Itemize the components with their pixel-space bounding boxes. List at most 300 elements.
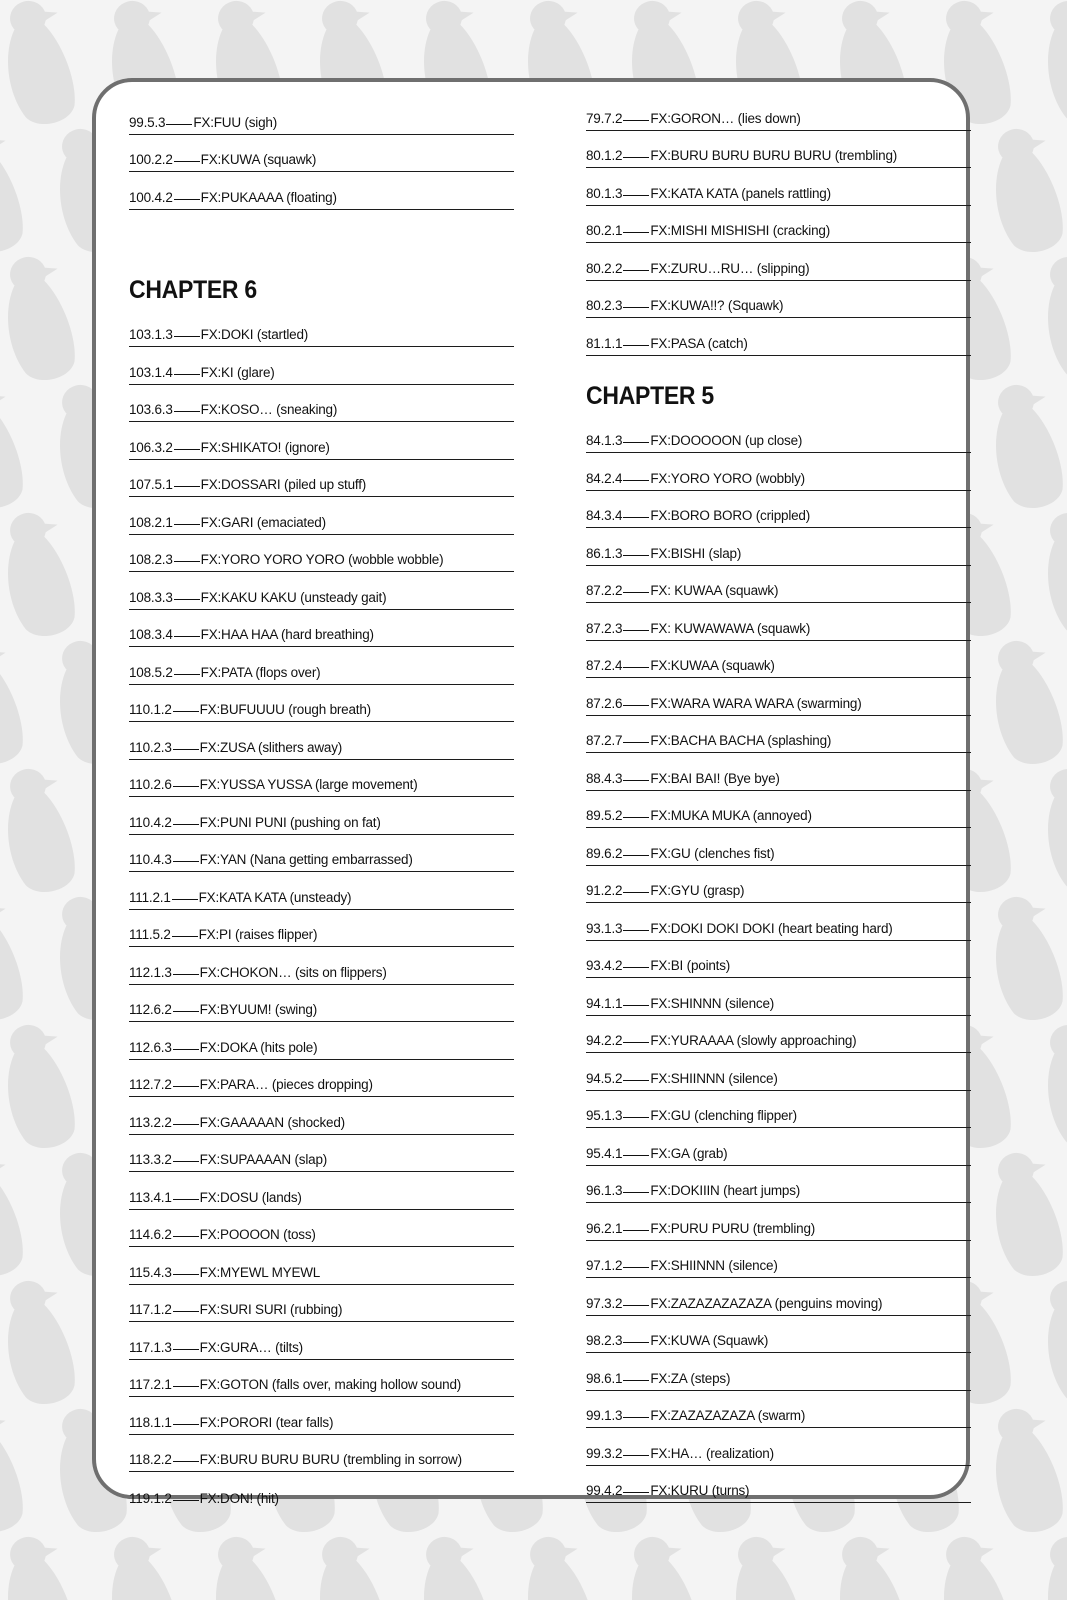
page-ref: 87.2.2 xyxy=(586,583,623,598)
em-dash xyxy=(173,824,199,825)
penguin-silhouette-icon xyxy=(980,378,1067,514)
penguin-silhouette-icon xyxy=(772,0,863,3)
page-ref: 117.1.3 xyxy=(129,1339,172,1355)
fx-text: FX:PASA (catch) xyxy=(650,335,748,351)
em-dash xyxy=(173,861,199,862)
penguin-silhouette-icon xyxy=(1032,762,1067,898)
page-ref: 79.7.2 xyxy=(586,110,623,126)
page-ref: 110.4.3 xyxy=(129,852,172,867)
em-dash xyxy=(174,449,200,450)
fx-entry xyxy=(129,985,514,1023)
fx-entry xyxy=(586,1353,971,1391)
fx-entry xyxy=(586,903,971,941)
fx-text: FX:GYU (grasp) xyxy=(650,883,745,898)
page-ref: 108.2.3 xyxy=(129,552,173,567)
em-dash xyxy=(623,630,649,631)
penguin-silhouette-icon xyxy=(0,378,31,514)
page-ref: 93.4.2 xyxy=(586,958,623,973)
page-ref: 111.5.2 xyxy=(129,927,171,942)
fx-text: FX:DOKI (startled) xyxy=(200,327,309,342)
penguin-silhouette-icon xyxy=(616,1530,707,1600)
page-ref: 112.7.2 xyxy=(129,1077,172,1092)
fx-entry xyxy=(586,678,971,716)
penguin-silhouette-icon xyxy=(408,1530,499,1600)
fx-entry xyxy=(129,1360,514,1398)
page-ref: 94.1.1 xyxy=(586,995,623,1011)
page-ref: 80.2.2 xyxy=(586,260,623,276)
fx-entry xyxy=(586,206,971,244)
fx-entry xyxy=(129,422,514,460)
fx-entry xyxy=(586,1466,971,1504)
em-dash xyxy=(623,1380,649,1381)
fx-entry xyxy=(586,791,971,829)
fx-text: FX:SHIINNN (silence) xyxy=(650,1070,778,1086)
em-dash xyxy=(623,345,649,346)
fx-text: FX:MUKA MUKA (annoyed) xyxy=(650,808,812,823)
penguin-silhouette-icon xyxy=(980,1402,1067,1538)
fx-text: FX:DOKIIIN (heart jumps) xyxy=(650,1183,801,1198)
page-ref: 87.2.7 xyxy=(586,733,623,748)
penguin-silhouette-icon xyxy=(1032,250,1067,386)
penguin-silhouette-icon xyxy=(876,0,967,3)
fx-text: FX:YAN (Nana getting embarrassed) xyxy=(199,852,413,867)
em-dash xyxy=(623,120,649,121)
penguin-silhouette-icon xyxy=(1032,1530,1067,1600)
em-dash xyxy=(623,780,649,781)
page-ref: 94.5.2 xyxy=(586,1070,623,1086)
page-ref: 89.6.2 xyxy=(586,845,623,861)
fx-text: FX:DOSU (lands) xyxy=(199,1189,302,1205)
em-dash xyxy=(623,1005,649,1006)
page-ref: 87.2.6 xyxy=(586,695,623,711)
page-ref: 87.2.3 xyxy=(586,620,623,636)
penguin-silhouette-icon xyxy=(356,0,447,3)
penguin-silhouette-icon xyxy=(0,890,31,1026)
fx-text: FX:BUFUUUU (rough breath) xyxy=(199,702,371,717)
fx-text: FX:PARA… (pieces dropping) xyxy=(199,1077,373,1092)
fx-text: FX:BYUUM! (swing) xyxy=(199,1002,318,1017)
fx-text: FX:PUNI PUNI (pushing on fat) xyxy=(199,814,381,830)
fx-entry xyxy=(586,866,971,904)
penguin-silhouette-icon xyxy=(0,0,83,131)
fx-entry xyxy=(129,1247,514,1285)
em-dash xyxy=(174,636,200,637)
fx-entry xyxy=(586,1203,971,1241)
page-ref: 111.2.1 xyxy=(129,889,171,905)
fx-entry xyxy=(129,1472,514,1510)
fx-entry xyxy=(129,1322,514,1360)
fx-text: FX:GAAAAAN (shocked) xyxy=(199,1114,345,1130)
fx-text: FX:GA (grab) xyxy=(650,1145,728,1161)
em-dash xyxy=(623,930,649,931)
page-ref: 110.4.2 xyxy=(129,814,172,830)
fx-entry xyxy=(129,1172,514,1210)
fx-text: FX:KATA KATA (unsteady) xyxy=(198,889,352,905)
chapter-heading: CHAPTER 5 xyxy=(586,381,714,410)
fx-entry xyxy=(129,1285,514,1323)
fx-entry xyxy=(129,1097,514,1135)
penguin-silhouette-icon xyxy=(0,1146,31,1282)
penguin-silhouette-icon xyxy=(980,0,1067,3)
fx-text: FX:DON! (hit) xyxy=(199,1490,279,1506)
page-ref: 118.1.1 xyxy=(129,1414,172,1430)
fx-entry xyxy=(586,978,971,1016)
page-ref: 103.6.3 xyxy=(129,402,173,417)
fx-entry xyxy=(586,416,971,454)
page-ref: 80.2.1 xyxy=(586,223,623,238)
fx-entry xyxy=(129,685,514,723)
fx-text: FX:BURU BURU BURU (trembling in sorrow) xyxy=(199,1452,462,1467)
fx-text: FX:GARI (emaciated) xyxy=(200,514,326,530)
em-dash xyxy=(166,124,192,125)
fx-entry xyxy=(586,491,971,529)
fx-text: FX:SHIINNN (silence) xyxy=(650,1258,778,1273)
fx-entry xyxy=(586,528,971,566)
penguin-silhouette-icon xyxy=(200,1530,291,1600)
fx-text: FX:PURU PURU (trembling) xyxy=(650,1220,816,1236)
em-dash xyxy=(623,1305,649,1306)
fx-entry xyxy=(129,1060,514,1098)
fx-entry xyxy=(129,97,514,135)
fx-text: FX:GOTON (falls over, making hollow sound) xyxy=(199,1377,462,1392)
penguin-silhouette-icon xyxy=(928,1530,1019,1600)
fx-entry xyxy=(129,722,514,760)
page-ref: 107.5.1 xyxy=(129,477,173,492)
page-ref: 84.2.4 xyxy=(586,470,623,486)
fx-entry xyxy=(129,610,514,648)
fx-entry xyxy=(129,135,514,173)
fx-entry xyxy=(586,1278,971,1316)
fx-entry xyxy=(129,1435,514,1473)
fx-entry xyxy=(586,716,971,754)
fx-entry xyxy=(586,318,971,356)
penguin-silhouette-icon xyxy=(252,0,343,3)
page-ref: 80.1.3 xyxy=(586,185,623,201)
em-dash xyxy=(173,1349,199,1350)
penguin-silhouette-icon xyxy=(668,0,759,3)
fx-text: FX:HAA HAA (hard breathing) xyxy=(200,627,374,642)
em-dash xyxy=(623,817,649,818)
fx-entry xyxy=(586,1316,971,1354)
page-ref: 97.3.2 xyxy=(586,1295,623,1311)
fx-text: FX:BISHI (slap) xyxy=(650,545,742,561)
fx-text: FX:ZAZAZAZAZA (swarm) xyxy=(650,1408,806,1423)
fx-text: FX:BI (points) xyxy=(650,958,731,973)
em-dash xyxy=(173,1049,199,1050)
penguin-silhouette-icon xyxy=(980,122,1067,258)
em-dash xyxy=(623,1117,649,1118)
em-dash xyxy=(174,411,200,412)
page-ref: 96.1.3 xyxy=(586,1183,623,1198)
page-ref: 108.2.1 xyxy=(129,514,173,530)
page-ref: 108.5.2 xyxy=(129,664,173,680)
fx-text: FX:KUWA!!? (Squawk) xyxy=(650,298,784,313)
penguin-silhouette-icon xyxy=(0,1018,83,1154)
em-dash xyxy=(623,667,649,668)
em-dash xyxy=(174,161,200,162)
fx-entry xyxy=(129,1397,514,1435)
page-ref: 96.2.1 xyxy=(586,1220,623,1236)
fx-entry xyxy=(129,310,514,348)
penguin-silhouette-icon xyxy=(0,1530,83,1600)
fx-text: FX:BACHA BACHA (splashing) xyxy=(650,733,832,748)
page-ref: 87.2.4 xyxy=(586,658,623,673)
em-dash xyxy=(174,524,200,525)
page-ref: 103.1.3 xyxy=(129,327,173,342)
fx-text: FX:DOOOOON (up close) xyxy=(650,433,803,448)
fx-text: FX:BURU BURU BURU BURU (trembling) xyxy=(650,148,898,163)
page-ref: 97.1.2 xyxy=(586,1258,623,1273)
fx-text: FX:GU (clenching flipper) xyxy=(650,1108,797,1123)
fx-entry xyxy=(586,1391,971,1429)
page-ref: 117.2.1 xyxy=(129,1377,172,1392)
em-dash xyxy=(623,442,649,443)
penguin-silhouette-icon xyxy=(564,0,655,3)
page-ref: 84.1.3 xyxy=(586,433,623,448)
penguin-silhouette-icon xyxy=(980,890,1067,1026)
em-dash xyxy=(623,1417,649,1418)
fx-text: FX: KUWAA (squawk) xyxy=(650,583,779,598)
fx-text: FX:KI (glare) xyxy=(200,364,275,380)
fx-entry xyxy=(129,797,514,835)
fx-text: FX:KUWAA (squawk) xyxy=(650,658,775,673)
em-dash xyxy=(623,1492,649,1493)
em-dash xyxy=(623,705,649,706)
em-dash xyxy=(174,599,200,600)
penguin-silhouette-icon xyxy=(96,1530,187,1600)
em-dash xyxy=(623,270,649,271)
right-chapter-list xyxy=(586,416,971,1504)
fx-text: FX:ZAZAZAZAZAZA (penguins moving) xyxy=(650,1295,883,1311)
fx-entry xyxy=(586,243,971,281)
penguin-silhouette-icon xyxy=(980,1146,1067,1282)
fx-text: FX:DOKI DOKI DOKI (heart beating hard) xyxy=(650,920,893,936)
em-dash xyxy=(623,1192,649,1193)
fx-text: FX:PUKAAAA (floating) xyxy=(200,189,337,205)
fx-entry xyxy=(129,460,514,498)
page-ref: 108.3.4 xyxy=(129,627,173,642)
page-ref: 95.4.1 xyxy=(586,1145,623,1161)
penguin-silhouette-icon xyxy=(0,634,31,770)
fx-text: FX:KUWA (squawk) xyxy=(200,152,317,167)
fx-text: FX:DOKA (hits pole) xyxy=(199,1039,318,1055)
page-ref: 86.1.3 xyxy=(586,545,623,561)
em-dash xyxy=(623,480,649,481)
left-top-list xyxy=(129,97,514,210)
em-dash xyxy=(173,1274,199,1275)
page-ref: 99.1.3 xyxy=(586,1408,623,1423)
page-ref: 112.6.2 xyxy=(129,1002,172,1017)
page-ref: 100.4.2 xyxy=(129,189,173,205)
penguin-silhouette-icon xyxy=(148,0,239,3)
left-chapter-list xyxy=(129,310,514,1510)
page-ref: 91.2.2 xyxy=(586,883,623,898)
fx-entry xyxy=(129,172,514,210)
fx-text: FX:PATA (flops over) xyxy=(200,664,321,680)
fx-text: FX:BAI BAI! (Bye bye) xyxy=(650,770,780,786)
em-dash xyxy=(173,1461,199,1462)
page-ref: 112.1.3 xyxy=(129,964,172,980)
penguin-silhouette-icon xyxy=(0,1274,83,1410)
em-dash xyxy=(174,199,200,200)
page-ref: 112.6.3 xyxy=(129,1039,172,1055)
fx-entry xyxy=(586,1053,971,1091)
em-dash xyxy=(623,892,649,893)
section-gap xyxy=(129,210,514,252)
fx-text: FX:GU (clenches fist) xyxy=(650,845,775,861)
penguin-silhouette-icon xyxy=(824,1530,915,1600)
em-dash xyxy=(623,1155,649,1156)
fx-entry xyxy=(586,641,971,679)
fx-text: FX:YORO YORO (wobbly) xyxy=(650,470,805,486)
fx-entry xyxy=(129,1210,514,1248)
em-dash xyxy=(623,555,649,556)
chapter-heading: CHAPTER 6 xyxy=(129,275,257,304)
em-dash xyxy=(623,1267,649,1268)
right-column xyxy=(586,93,971,1503)
fx-entry xyxy=(586,1128,971,1166)
em-dash xyxy=(173,1161,199,1162)
fx-text: FX:ZA (steps) xyxy=(650,1370,731,1386)
fx-entry xyxy=(129,572,514,610)
page-ref: 117.1.2 xyxy=(129,1302,172,1317)
em-dash xyxy=(623,307,649,308)
page-ref: 99.4.2 xyxy=(586,1483,623,1498)
page-ref: 110.2.3 xyxy=(129,739,172,755)
fx-text: FX:DOSSARI (piled up stuff) xyxy=(200,477,367,492)
fx-text: FX:YURAAAA (slowly approaching) xyxy=(650,1033,857,1048)
page-ref: 110.2.6 xyxy=(129,777,172,792)
fx-text: FX:KAKU KAKU (unsteady gait) xyxy=(200,589,387,605)
fx-entry xyxy=(586,1166,971,1204)
penguin-silhouette-icon xyxy=(0,506,83,642)
fx-text: FX:SHINNN (silence) xyxy=(650,995,775,1011)
fx-entry xyxy=(586,941,971,979)
page-ref: 93.1.3 xyxy=(586,920,623,936)
fx-entry xyxy=(586,753,971,791)
page-ref: 108.3.3 xyxy=(129,589,173,605)
penguin-silhouette-icon xyxy=(720,1530,811,1600)
fx-entry xyxy=(586,281,971,319)
fx-text: FX:YORO YORO YORO (wobble wobble) xyxy=(200,552,444,567)
fx-text: FX:MYEWL MYEWL xyxy=(199,1264,321,1280)
em-dash xyxy=(623,855,649,856)
page-ref: 98.2.3 xyxy=(586,1333,623,1348)
em-dash xyxy=(623,1080,649,1081)
em-dash xyxy=(173,1199,199,1200)
page-ref: 119.1.2 xyxy=(129,1490,172,1506)
fx-text: FX:MISHI MISHISHI (cracking) xyxy=(650,223,831,238)
em-dash xyxy=(173,1124,199,1125)
fx-text: FX:PI (raises flipper) xyxy=(198,927,318,942)
fx-text: FX:KOSO… (sneaking) xyxy=(200,402,338,417)
em-dash xyxy=(623,1042,649,1043)
em-dash xyxy=(173,1500,199,1501)
fx-entry xyxy=(129,1022,514,1060)
page-ref: 94.2.2 xyxy=(586,1033,623,1048)
fx-text: FX:SUPAAAAN (slap) xyxy=(199,1152,328,1167)
em-dash xyxy=(623,1455,649,1456)
fx-text: FX:ZURU…RU… (slipping) xyxy=(650,260,810,276)
em-dash xyxy=(173,974,199,975)
fx-entry xyxy=(586,93,971,131)
page-ref: 106.3.2 xyxy=(129,439,173,455)
page-ref: 118.2.2 xyxy=(129,1452,172,1467)
page-ref: 113.3.2 xyxy=(129,1152,172,1167)
page-ref: 99.5.3 xyxy=(129,114,166,130)
fx-entry xyxy=(129,947,514,985)
em-dash xyxy=(173,1386,199,1387)
fx-entry xyxy=(129,535,514,573)
fx-text: FX:KATA KATA (panels rattling) xyxy=(650,185,831,201)
fx-text: FX:PORORI (tear falls) xyxy=(199,1414,334,1430)
fx-text: FX:ZUSA (slithers away) xyxy=(199,739,343,755)
fx-entry xyxy=(586,1016,971,1054)
left-column xyxy=(129,97,514,1510)
fx-entry xyxy=(586,828,971,866)
penguin-silhouette-icon xyxy=(1032,1018,1067,1154)
fx-entry xyxy=(586,566,971,604)
fx-text: FX:SURI SURI (rubbing) xyxy=(199,1302,343,1317)
fx-entry xyxy=(586,603,971,641)
em-dash xyxy=(173,786,199,787)
penguin-silhouette-icon xyxy=(980,634,1067,770)
right-top-list xyxy=(586,93,971,356)
penguin-silhouette-icon xyxy=(0,122,31,258)
penguin-silhouette-icon xyxy=(512,1530,603,1600)
penguin-silhouette-icon xyxy=(460,0,551,3)
page-ref: 110.1.2 xyxy=(129,702,172,717)
em-dash xyxy=(173,749,199,750)
fx-text: FX:HA… (realization) xyxy=(650,1445,774,1461)
em-dash xyxy=(173,1236,199,1237)
penguin-silhouette-icon xyxy=(0,250,83,386)
em-dash xyxy=(623,195,649,196)
fx-entry xyxy=(129,347,514,385)
fx-text: FX:KUWA (Squawk) xyxy=(650,1333,769,1348)
fx-entry xyxy=(129,385,514,423)
fx-text: FX:CHOKON… (sits on flippers) xyxy=(199,964,387,980)
em-dash xyxy=(173,1424,199,1425)
page-ref: 113.2.2 xyxy=(129,1114,172,1130)
em-dash xyxy=(173,1011,199,1012)
em-dash xyxy=(174,561,200,562)
fx-text: FX:SHIKATO! (ignore) xyxy=(200,439,330,455)
penguin-silhouette-icon xyxy=(1032,1274,1067,1410)
em-dash xyxy=(623,967,649,968)
page-ref: 115.4.3 xyxy=(129,1264,172,1280)
fx-entry xyxy=(129,1135,514,1173)
page-ref: 81.1.1 xyxy=(586,335,623,351)
page-ref: 114.6.2 xyxy=(129,1227,172,1242)
fx-entry xyxy=(586,1241,971,1279)
em-dash xyxy=(174,486,200,487)
em-dash xyxy=(623,232,649,233)
fx-text: FX:FUU (sigh) xyxy=(193,114,277,130)
page-ref: 100.2.2 xyxy=(129,152,173,167)
fx-text: FX:GURA… (tilts) xyxy=(199,1339,303,1355)
em-dash xyxy=(173,1086,199,1087)
em-dash xyxy=(173,1311,199,1312)
penguin-silhouette-icon xyxy=(0,1402,31,1538)
fx-entry xyxy=(586,453,971,491)
penguin-silhouette-icon xyxy=(304,1530,395,1600)
penguin-silhouette-icon xyxy=(1032,0,1067,131)
em-dash xyxy=(623,517,649,518)
em-dash xyxy=(623,1230,649,1231)
em-dash xyxy=(172,899,198,900)
em-dash xyxy=(174,374,200,375)
